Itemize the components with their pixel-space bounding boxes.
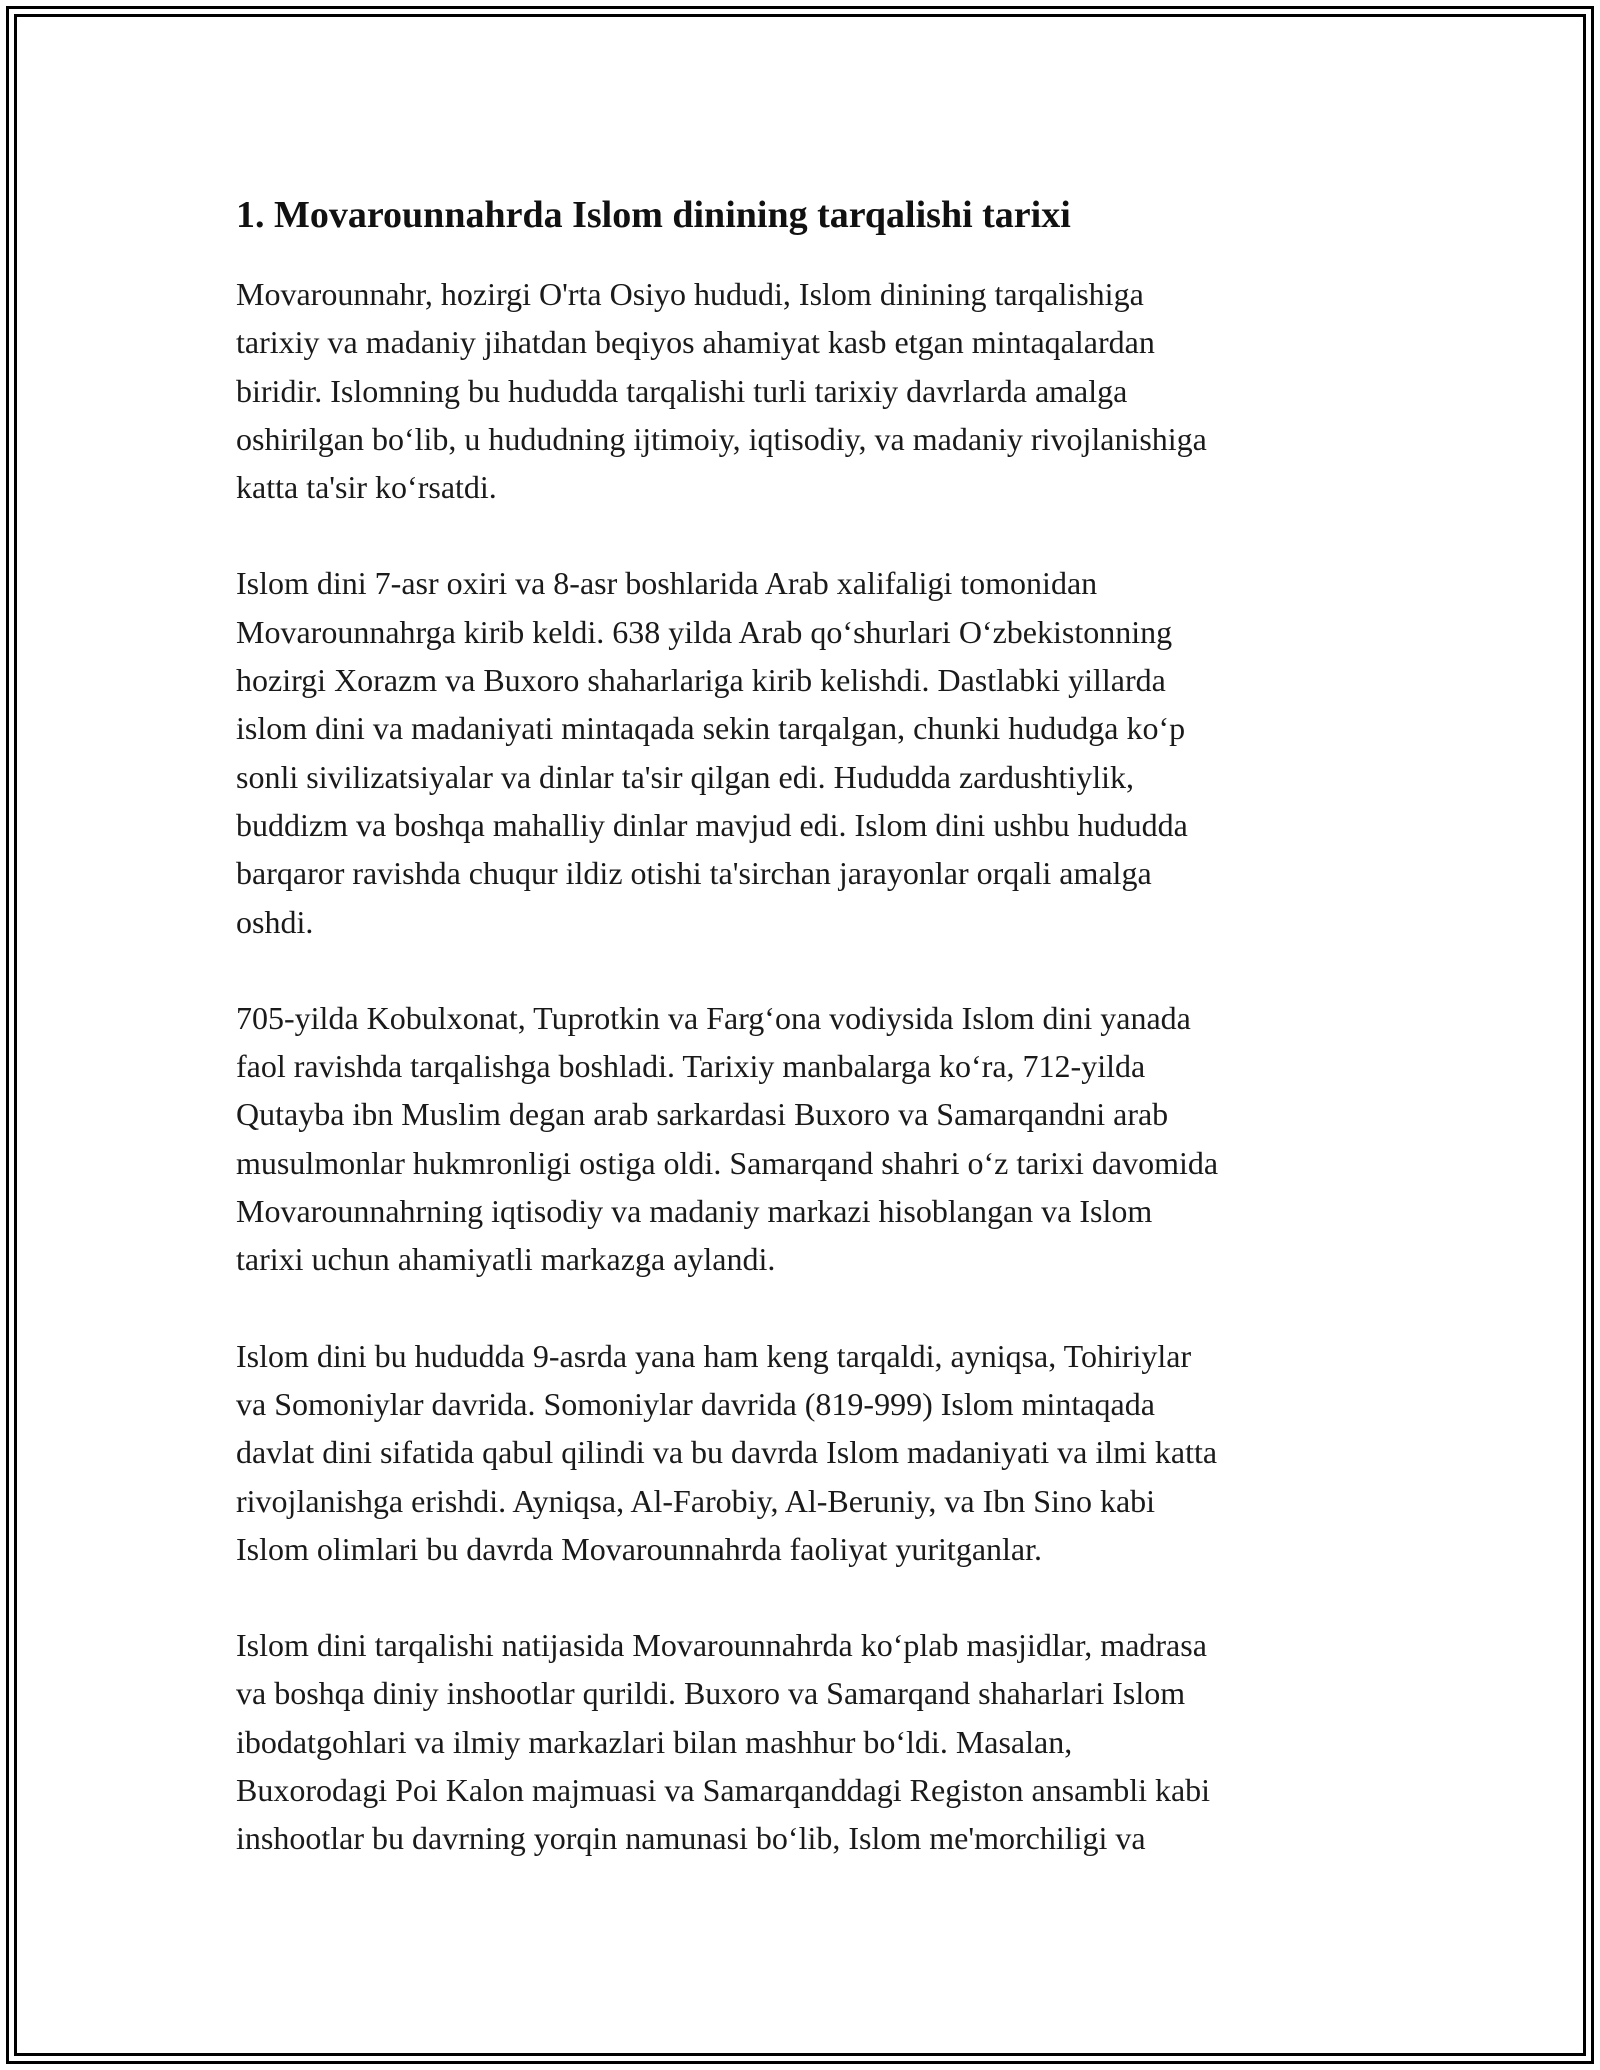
paragraph-1: Movarounnahr, hozirgi O'rta Osiyo hududi, Islom dinining tarqalishiga tarixiy va madaniy jihatdan beqiyos ahamiyat kasb etgan mintaqalardan biridir. Islomning bu hududda tarqalishi turli tarixiy davrlarda amalga oshirilgan boʻlib, u hududning ijtimoiy, iqtisodiy, va madaniy rivojlanishiga katta ta'sir koʻrsatdi. <box>236 276 1207 506</box>
document-title: 1. Movarounnahrda Islom dinining tarqalishi tarixi <box>236 194 1071 236</box>
document-page <box>236 188 1364 1911</box>
paragraph-2: Islom dini 7-asr oxiri va 8-asr boshlarida Arab xalifaligi tomonidan Movarounnahrga kirib keldi. 638 yilda Arab qoʻshurlari Oʻzbekistonning hozirgi Xorazm va Buxoro shaharlariga kirib kelishdi. Dastlabki yillarda islom dini va madaniyati mintaqada sekin tarqalgan, chunki hududga koʻp sonli sivilizatsiyalar va dinlar ta'sir qilgan edi. Hududda zardushtiylik, buddizm va boshqa mahalliy dinlar mavjud edi. Islom dini ushbu hududda barqaror ravishda chuqur ildiz otishi ta'sirchan jarayonlar orqali amalga oshdi. <box>236 565 1188 940</box>
paragraph-5: Islom dini tarqalishi natijasida Movarounnahrda koʻplab masjidlar, madrasa va boshqa diniy inshootlar qurildi. Buxoro va Samarqand shaharlari Islom ibodatgohlari va ilmiy markazlari bilan mashhur boʻldi. Masalan, Buxorodagi Poi Kalon majmuasi va Samarqanddagi Registon ansambli kabi inshootlar bu davrning yorqin namunasi boʻlib, Islom me'morchiligi va <box>236 1627 1211 1857</box>
paragraph-4: Islom dini bu hududda 9-asrda yana ham keng tarqaldi, ayniqsa, Tohiriylar va Somoniylar davrida. Somoniylar davrida (819-999) Islom mintaqada davlat dini sifatida qabul qilindi va bu davrda Islom madaniyati va ilmi katta rivojlanishga erishdi. Ayniqsa, Al-Farobiy, Al-Beruniy, va Ibn Sino kabi Islom olimlari bu davrda Movarounnahrda faoliyat yuritganlar. <box>236 1337 1218 1567</box>
paragraph-3: 705-yilda Kobulxonat, Tuprotkin va Fargʻona vodiysida Islom dini yanada faol ravishda tarqalishga boshladi. Tarixiy manbalarga koʻra, 712-yilda Qutayba ibn Muslim degan arab sarkardasi Buxoro va Samarqandni arab musulmonlar hukmronligi ostiga oldi. Samarqand shahri oʻz tarixi davomida Movarounnahrning iqtisodiy va madaniy markazi hisoblangan va Islom tarixi uchun ahamiyatli markazga aylandi. <box>236 999 1219 1278</box>
